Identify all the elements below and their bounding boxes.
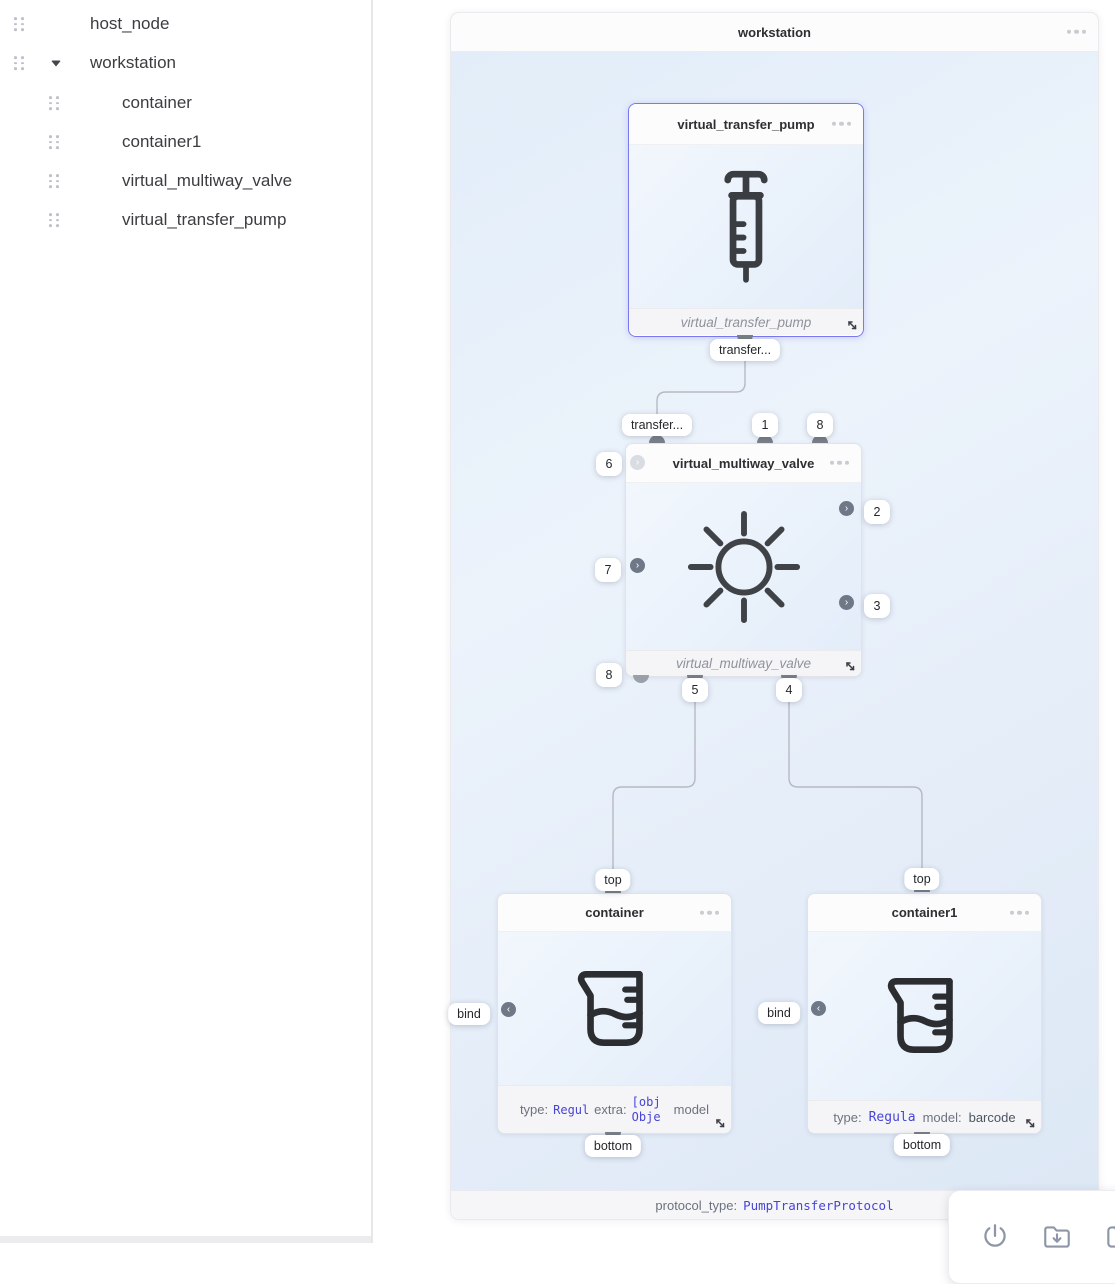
node-footer-text: virtual_transfer_pump: [680, 314, 812, 330]
port-label-container1-bottom: bottom: [894, 1134, 950, 1156]
ellipsis-menu-icon[interactable]: [830, 461, 849, 465]
model-value: barcode: [968, 1109, 1016, 1125]
resize-handle-icon[interactable]: [844, 660, 856, 672]
horizontal-scrollbar[interactable]: [0, 1236, 371, 1243]
port-label-valve-1: 1: [752, 413, 778, 437]
node-footer: [808, 1100, 1041, 1133]
port-label-container-bind: bind: [448, 1003, 490, 1025]
ellipsis-menu-icon[interactable]: [700, 910, 719, 914]
folder-download-icon[interactable]: [1041, 1221, 1073, 1253]
sidebar-item-virtual-multiway-valve[interactable]: [0, 165, 369, 197]
port-label-pump-transfer: transfer...: [710, 339, 780, 361]
ellipsis-menu-icon[interactable]: [832, 122, 851, 126]
type-value: Regula: [868, 1109, 916, 1125]
workstation-header[interactable]: [451, 13, 1098, 52]
power-icon[interactable]: [979, 1221, 1011, 1253]
resize-handle-icon[interactable]: [714, 1117, 726, 1129]
sidebar-item-container1[interactable]: [0, 126, 369, 158]
drag-handle-icon[interactable]: [14, 56, 24, 70]
drag-handle-icon[interactable]: [49, 213, 59, 227]
node-title: virtual_multiway_valve: [672, 455, 815, 471]
sidebar-item-container[interactable]: [0, 87, 369, 119]
port-label-container1-top: top: [904, 868, 939, 890]
tree-item-label[interactable]: container: [122, 93, 192, 112]
node-header[interactable]: [629, 104, 863, 145]
model-label: model: [673, 1102, 710, 1117]
tree-item-label[interactable]: virtual_transfer_pump: [122, 210, 287, 229]
node-container1[interactable]: [807, 893, 1042, 1134]
port-label-valve-6: 6: [596, 452, 622, 476]
node-footer: [498, 1085, 731, 1133]
tree-item-label[interactable]: container1: [122, 132, 202, 151]
port-label-container-top: top: [595, 869, 630, 891]
tree-item-label[interactable]: host_node: [90, 14, 170, 33]
protocol-type-value: PumpTransferProtocol: [743, 1197, 894, 1213]
drag-handle-icon[interactable]: [14, 17, 24, 31]
node-virtual-transfer-pump[interactable]: [628, 103, 864, 337]
port-label-valve-8-top: 8: [807, 413, 833, 437]
node-title: container1: [891, 905, 958, 920]
port-valve-6[interactable]: ›: [630, 455, 645, 470]
sidebar-item-host-node[interactable]: [0, 8, 369, 40]
port-valve-2[interactable]: ›: [839, 501, 854, 516]
protocol-type-label: protocol_type:: [655, 1197, 738, 1213]
node-footer: [629, 308, 863, 335]
type-value: Regul: [553, 1102, 590, 1117]
node-header[interactable]: [808, 894, 1041, 932]
beaker-icon: [564, 958, 666, 1060]
sidebar-item-virtual-transfer-pump[interactable]: [0, 204, 369, 236]
sidebar-item-workstation[interactable]: [0, 47, 369, 79]
node-container[interactable]: [497, 893, 732, 1134]
sidebar-tree: [0, 0, 373, 1243]
node-footer: [626, 650, 861, 676]
node-body: [808, 932, 1041, 1100]
document-icon[interactable]: [1103, 1221, 1115, 1253]
port-label-valve-8-bottom: 8: [596, 663, 622, 687]
model-label: model:: [922, 1109, 962, 1125]
port-valve-3[interactable]: ›: [839, 595, 854, 610]
caret-down-icon[interactable]: [51, 60, 61, 66]
drag-handle-icon[interactable]: [49, 96, 59, 110]
node-header[interactable]: [498, 894, 731, 932]
extra-label: extra:: [594, 1102, 627, 1117]
node-title: virtual_transfer_pump: [677, 116, 815, 132]
ellipsis-menu-icon[interactable]: [1010, 910, 1029, 914]
node-virtual-multiway-valve[interactable]: [625, 443, 862, 677]
port-label-valve-7: 7: [595, 558, 621, 582]
node-header[interactable]: [626, 444, 861, 483]
extra-value: [obj Obje: [631, 1095, 661, 1124]
beaker-icon: [874, 965, 976, 1067]
drag-handle-icon[interactable]: [49, 174, 59, 188]
ellipsis-menu-icon[interactable]: [1067, 30, 1086, 34]
type-label: type:: [519, 1102, 549, 1117]
port-label-valve-2: 2: [864, 500, 890, 524]
type-label: type:: [833, 1109, 862, 1125]
node-footer-text: virtual_multiway_valve: [675, 656, 812, 671]
canvas-toolbar: [948, 1190, 1115, 1284]
workstation-title: workstation: [738, 24, 811, 40]
resize-handle-icon[interactable]: [846, 319, 858, 331]
port-label-valve-transfer: transfer...: [622, 414, 692, 436]
tree-item-label[interactable]: workstation: [90, 53, 176, 72]
port-container1-bind[interactable]: ‹: [811, 1001, 826, 1016]
drag-handle-icon[interactable]: [49, 135, 59, 149]
node-title: container: [585, 905, 644, 920]
multiway-valve-icon: [685, 508, 803, 626]
port-label-valve-5: 5: [682, 678, 708, 702]
node-body: [498, 932, 731, 1085]
resize-handle-icon[interactable]: [1024, 1117, 1036, 1129]
node-body: [629, 145, 863, 308]
port-valve-7[interactable]: ›: [630, 558, 645, 573]
port-container-bind[interactable]: ‹: [501, 1002, 516, 1017]
port-label-valve-4: 4: [776, 678, 802, 702]
syringe-icon: [698, 164, 794, 290]
port-label-container-bottom: bottom: [585, 1135, 641, 1157]
tree-item-label[interactable]: virtual_multiway_valve: [122, 171, 293, 190]
node-body: [626, 483, 861, 650]
port-label-container1-bind: bind: [758, 1002, 800, 1024]
port-label-valve-3: 3: [864, 594, 890, 618]
